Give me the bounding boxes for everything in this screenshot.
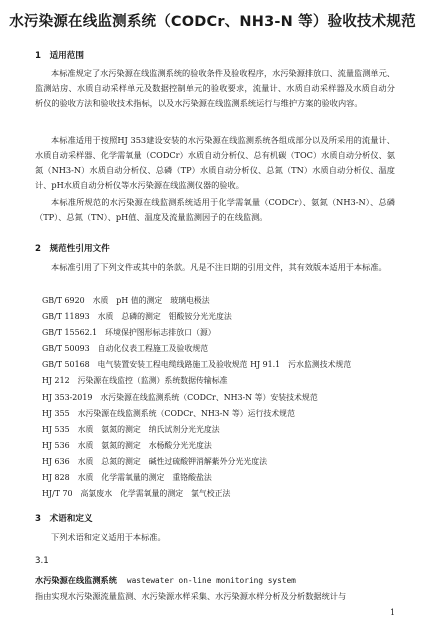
reference-code: HJ 536 — [42, 440, 70, 450]
reference-item — [42, 454, 402, 470]
reference-item — [42, 486, 402, 502]
section-3-1-heading: 3.1 — [35, 556, 49, 566]
reference-code: HJ 636 — [42, 456, 70, 466]
reference-item — [42, 390, 402, 406]
reference-item — [42, 406, 402, 422]
reference-item — [42, 341, 402, 357]
page-title: 水污染源在线监测系统（CODCr、NH3-N 等）验收技术规范 — [9, 14, 416, 30]
reference-list — [42, 293, 402, 502]
reference-code: GB/T 50168 — [42, 360, 90, 370]
reference-title: 水质 总氮的测定 碱性过硫酸钾消解紫外分光光度法 — [77, 456, 268, 466]
reference-title: 环境保护图形标志排放口（源） — [105, 328, 216, 338]
reference-item — [42, 293, 402, 309]
reference-code: HJ 212 — [42, 376, 70, 386]
section-2-paragraph: 本标准引用了下列文件或其中的条款。凡是不注日期的引用文件，其有效版本适用于本标准。 — [51, 262, 387, 272]
page-number: 1 — [390, 608, 396, 617]
reference-code: GB/T 6920 — [42, 296, 85, 305]
section-3-heading: 3 术语和定义 — [35, 514, 93, 524]
reference-item — [42, 325, 402, 341]
reference-title: 自动化仪表工程施工及验收规范 — [97, 344, 209, 354]
definition-text: 指由实现水污染源流量监测、水污染源水样采集、水污染源水样分析及分析数据统计与 — [35, 591, 347, 601]
reference-code: HJ 353-2019 — [42, 392, 93, 402]
section-1-paragraph-2: 本标准适用于按照HJ 353建设安装的水污染源在线监测系统各组成部分以及所采用的流量计、水质自动采样器、化学需氧量（CODCr）水质自动分析仪、总有机碳（TOC）水质自动分析仪、氨氮（NH3-N）水质自动分析仪、总磷（TP）水质自动分析仪、总氮（TN）水质自动分析仪、温度计、pH水质自动分析仪等水污染源在线监测仪器的验收。 — [35, 135, 395, 190]
reference-code: GB/T 11893 — [42, 312, 90, 322]
section-1-heading: 1 适用范围 — [35, 51, 84, 61]
reference-code: HJ 535 — [42, 424, 70, 434]
definition-term-chinese: 水污染源在线监测系统 — [35, 575, 117, 585]
reference-title: 水污染源在线监测系统（CODCr、NH3-N 等）运行技术规范 — [77, 408, 295, 418]
reference-item — [42, 422, 402, 438]
reference-item — [42, 438, 402, 454]
section-1-paragraph-1: 本标准规定了水污染源在线监测系统的验收条件及验收程序，水污染源排放口、流量监测单元、监测站房、水质自动采样单元及数据控制单元的验收要求，流量计、水质自动采样器及水质自动分析仪的验收方法和验收技术指标，以及水污染源在线监测系统运行与维护方案的验收内容。 — [35, 68, 395, 108]
reference-title: 水质 氨氮的测定 水杨酸分光光度法 — [77, 440, 212, 450]
section-1-paragraph-3: 本标准所规范的水污染源在线监测系统适用于化学需氧量（CODCr）、氨氮（NH3-N）、总磷（TP）、总氮（TN）、pH值、温度及流量监测因子的在线监测。 — [35, 197, 395, 222]
reference-code: HJ 828 — [42, 473, 70, 483]
reference-item — [42, 309, 402, 325]
reference-title: 水质 pH 值的测定 玻璃电极法 — [92, 296, 210, 305]
reference-item — [42, 470, 402, 486]
definition-term — [35, 575, 296, 586]
reference-code: HJ 355 — [42, 408, 70, 418]
reference-code: HJ/T 70 — [42, 489, 73, 499]
reference-item — [42, 373, 402, 389]
reference-title: 水质 化学需氧量的测定 重铬酸盐法 — [77, 473, 212, 483]
reference-title: 污染源在线监控（监测）系统数据传输标准 — [77, 376, 228, 386]
reference-code: GB/T 15562.1 — [42, 328, 98, 338]
section-2-heading: 2 规范性引用文件 — [35, 244, 110, 254]
reference-title: 水质 总磷的测定 钼酸铵分光光度法 — [97, 312, 232, 322]
reference-title: 高氯废水 化学需氧量的测定 氯气校正法 — [80, 489, 231, 499]
reference-item — [42, 357, 402, 373]
reference-title: 电气装置安装工程电缆线路施工及验收规范 HJ 91.1 污水监测技术规范 — [97, 360, 352, 370]
reference-title: 水污染源在线监测系统（CODCr、NH3-N 等）安装技术规范 — [100, 392, 318, 402]
reference-code: GB/T 50093 — [42, 344, 90, 354]
reference-title: 水质 氨氮的测定 纳氏试剂分光光度法 — [77, 424, 220, 434]
definition-term-english: wastewater on-line monitoring system — [126, 576, 296, 585]
section-3-paragraph: 下列术语和定义适用于本标准。 — [51, 532, 166, 542]
